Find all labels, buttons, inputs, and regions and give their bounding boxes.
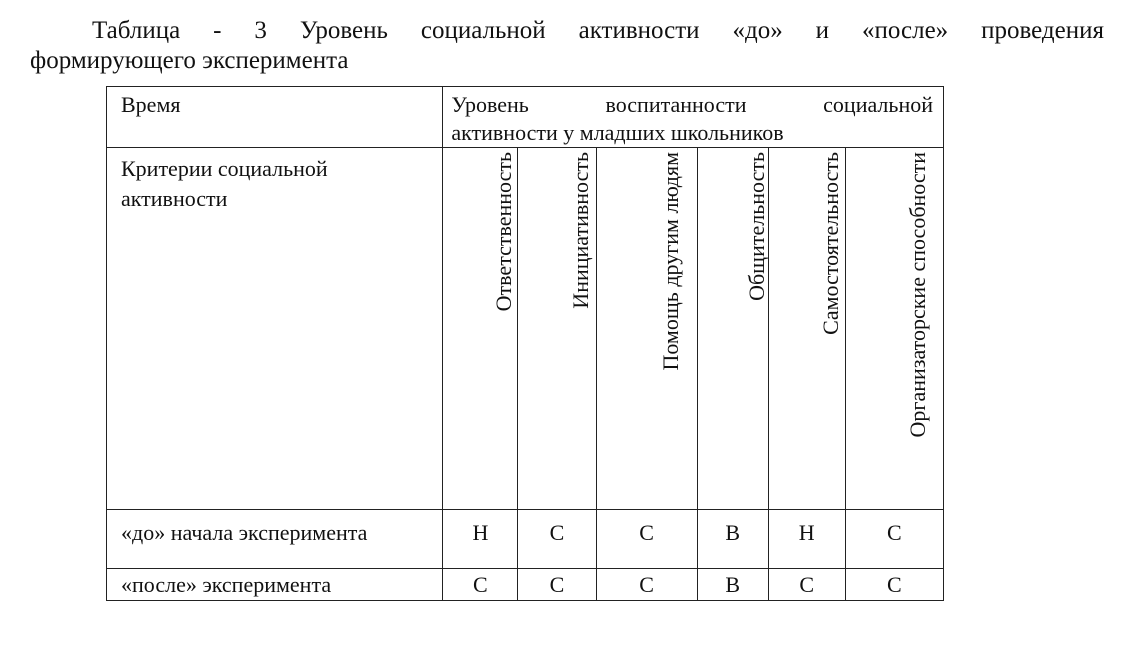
table-header-row	[107, 87, 944, 148]
value-before-organizational-skills: С	[887, 520, 902, 545]
level-header-line-1: Уровень воспитанности социальной	[451, 92, 933, 117]
criterion-cell	[768, 148, 845, 510]
row-label-cell	[107, 569, 443, 601]
level-header-cell	[443, 87, 944, 148]
value-before-initiative: С	[549, 520, 565, 545]
value-after-responsibility: С	[473, 571, 488, 597]
criterion-cell	[845, 148, 943, 510]
value-after-initiative: С	[549, 571, 565, 597]
value-cell	[443, 510, 518, 569]
table-row-before	[107, 510, 944, 569]
criteria-label-cell	[107, 148, 443, 510]
row-label-before: «до» начала эксперимента	[121, 520, 368, 545]
caption-line-1: Таблица - 3 Уровень социальной активности «до» и «после» проведения	[92, 17, 1104, 44]
level-header	[443, 87, 943, 147]
time-header-cell	[107, 87, 443, 148]
value-after-helping-others: С	[639, 571, 654, 597]
value-cell	[596, 569, 697, 601]
criterion-sociability: Общительность	[743, 152, 769, 301]
criterion-cell	[697, 148, 768, 510]
value-after-organizational-skills: С	[887, 571, 902, 597]
social-activity-table	[106, 86, 944, 601]
value-before-sociability: В	[725, 520, 740, 545]
row-label-cell	[107, 510, 443, 569]
criterion-responsibility: Ответственность	[491, 152, 517, 312]
value-cell	[768, 510, 845, 569]
value-before-responsibility: Н	[472, 520, 489, 545]
value-before-independence: Н	[798, 520, 815, 545]
criteria-label: Критерии социальной активности	[121, 156, 328, 211]
value-cell	[768, 569, 845, 601]
criterion-cell	[443, 148, 518, 510]
value-cell	[443, 569, 518, 601]
time-header: Время	[121, 92, 181, 117]
table-row-after	[107, 569, 944, 601]
value-cell	[845, 510, 943, 569]
value-cell	[697, 510, 768, 569]
criterion-initiative: Инициативность	[567, 152, 593, 309]
criterion-organizational-skills: Организаторские способности	[905, 152, 931, 438]
value-cell	[596, 510, 697, 569]
criterion-independence: Самостоятельность	[817, 152, 843, 335]
value-cell	[518, 510, 596, 569]
value-cell	[697, 569, 768, 601]
value-after-independence: С	[799, 571, 815, 597]
level-header-line-2: активности у младших школьников	[451, 120, 784, 145]
criteria-row	[107, 148, 944, 510]
criterion-helping-others: Помощь другим людям	[657, 152, 683, 371]
value-cell	[518, 569, 596, 601]
row-label-after: «после» эксперимента	[121, 571, 332, 597]
caption-line-2: формирующего эксперимента	[30, 47, 349, 74]
criterion-cell	[596, 148, 697, 510]
value-after-sociability: В	[725, 571, 740, 597]
value-before-helping-others: С	[639, 520, 654, 545]
value-cell	[845, 569, 943, 601]
table-caption	[30, 14, 1104, 78]
criterion-cell	[518, 148, 596, 510]
